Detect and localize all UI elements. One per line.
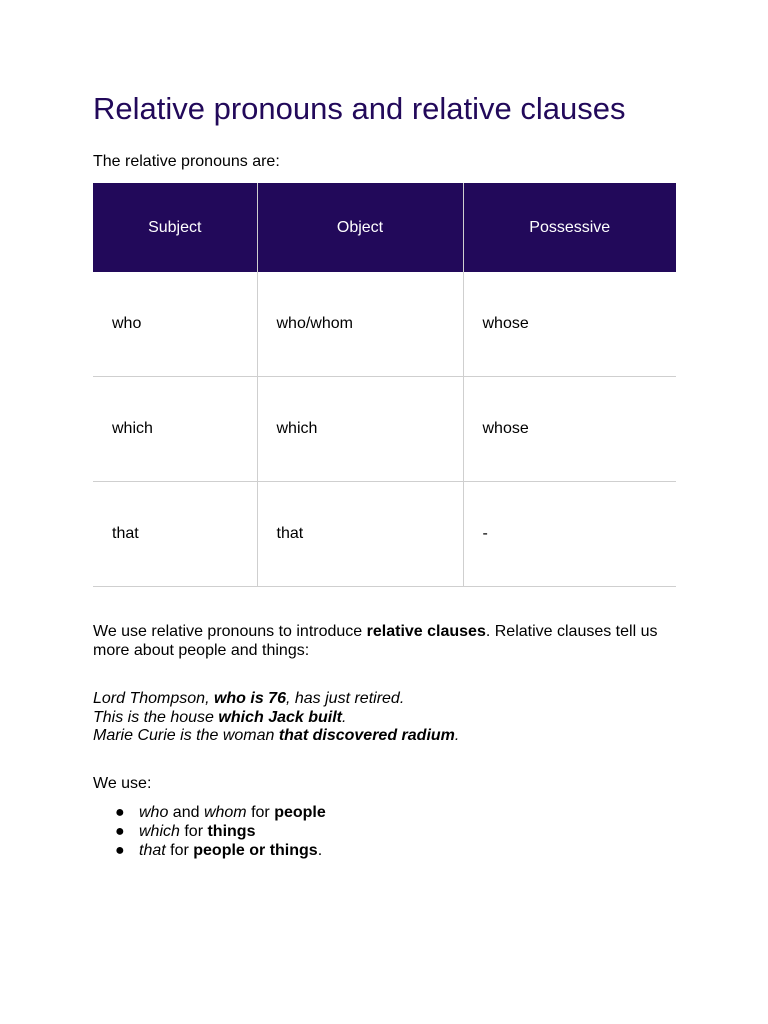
header-possessive: Possessive bbox=[463, 183, 676, 272]
paragraph-text: We use relative pronouns to introduce bbox=[93, 623, 367, 640]
pronoun-term: which bbox=[139, 822, 180, 840]
example-sentence bbox=[93, 727, 675, 746]
list-text: . bbox=[317, 841, 323, 859]
example-text: . bbox=[342, 708, 347, 726]
example-text: , has just retired. bbox=[285, 690, 405, 707]
bullet-icon: ● bbox=[115, 803, 125, 821]
example-sentence bbox=[93, 690, 675, 709]
example-text: This is the house bbox=[93, 708, 219, 726]
table-cell: whose bbox=[463, 377, 676, 482]
pronoun-term: who bbox=[139, 803, 169, 821]
table-cell: - bbox=[463, 482, 676, 587]
we-use-heading: We use: bbox=[93, 774, 152, 792]
list-item bbox=[93, 803, 675, 822]
list-item bbox=[93, 822, 675, 841]
table-row bbox=[93, 272, 676, 377]
usage-target: things bbox=[207, 822, 256, 840]
list-text: and bbox=[168, 803, 204, 821]
paragraph-bold-term: relative clauses bbox=[366, 623, 486, 640]
usage-target: people bbox=[274, 803, 326, 821]
pronoun-term: that bbox=[139, 841, 166, 859]
table-cell: that bbox=[93, 482, 257, 587]
table-cell: which bbox=[257, 377, 463, 482]
usage-list bbox=[93, 803, 675, 860]
relative-pronouns-table bbox=[93, 183, 676, 587]
example-clause: who is 76 bbox=[213, 690, 286, 707]
bullet-icon: ● bbox=[115, 822, 125, 840]
example-clause: which Jack built bbox=[218, 708, 342, 726]
header-object: Object bbox=[257, 183, 463, 272]
list-text: for bbox=[165, 841, 194, 859]
table-row bbox=[93, 482, 676, 587]
explanation-paragraph bbox=[93, 623, 675, 660]
table-row bbox=[93, 377, 676, 482]
bullet-icon: ● bbox=[115, 841, 125, 859]
example-sentence bbox=[93, 709, 675, 728]
table-cell: who bbox=[93, 272, 257, 377]
usage-target: people or things bbox=[193, 841, 318, 859]
table-cell: which bbox=[93, 377, 257, 482]
example-text: . bbox=[454, 727, 460, 744]
list-item bbox=[93, 841, 675, 860]
document-page bbox=[93, 88, 675, 860]
table-cell: who/whom bbox=[257, 272, 463, 377]
list-text: for bbox=[179, 822, 208, 840]
page-title: Relative pronouns and relative clauses bbox=[93, 91, 626, 126]
example-clause: that discovered radium bbox=[278, 727, 455, 744]
table-header-row bbox=[93, 183, 676, 272]
pronoun-term: whom bbox=[203, 803, 247, 821]
example-text: Lord Thompson, bbox=[93, 690, 214, 707]
example-text: Marie Curie is the woman bbox=[93, 727, 279, 744]
paragraph-text: . Relative clauses tell us more about people and things: bbox=[93, 623, 658, 659]
example-sentences bbox=[93, 690, 675, 746]
header-subject: Subject bbox=[93, 183, 257, 272]
table-cell: that bbox=[257, 482, 463, 587]
intro-text: The relative pronouns are: bbox=[93, 153, 280, 170]
table-cell: whose bbox=[463, 272, 676, 377]
list-text: for bbox=[246, 803, 275, 821]
